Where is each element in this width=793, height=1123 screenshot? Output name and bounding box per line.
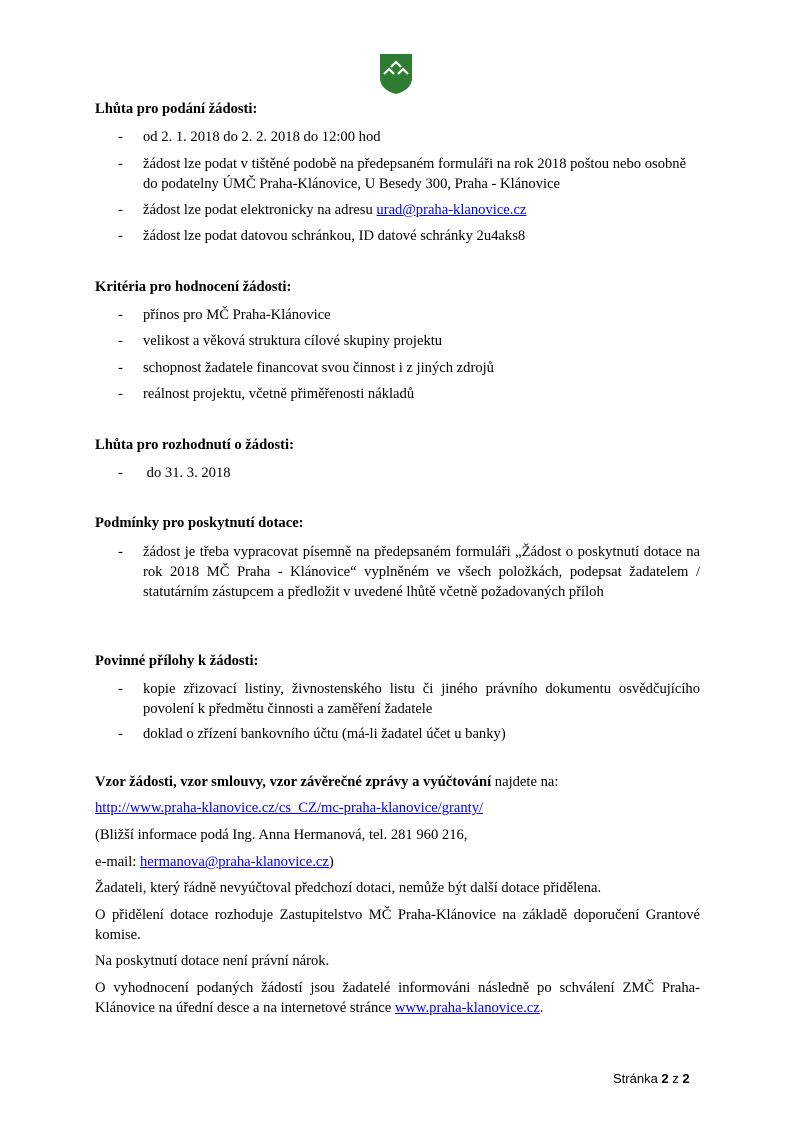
section-title-deadline-decision: Lhůta pro rozhodnutí o žádosti: <box>95 437 294 453</box>
contact-line: (Bližší informace podá Ing. Anna Hermanová, tel. 281 960 216, <box>95 827 468 843</box>
list-item: - žádost lze podat v tištěné podobě na předepsaném formuláři na rok 2018 poštou nebo osobně do podatelny ÚMČ Praha-Klánovice, U Besedy 300, Praha - Klánovice <box>118 156 687 192</box>
paragraph: Žadateli, který řádně nevyúčtoval předchozí dotaci, nemůže být další dotace přidělena. <box>95 880 602 896</box>
bullet-dash: - <box>118 465 123 481</box>
bullet-dash: - <box>118 228 123 244</box>
list-item: - od 2. 1. 2018 do 2. 2. 2018 do 12:00 hod <box>118 129 381 145</box>
list-item: - žádost lze podat datovou schránkou, ID datové schránky 2u4aks8 <box>118 228 526 244</box>
grants-url-link[interactable]: http://www.praha-klanovice.cz/cs_CZ/mc-praha-klanovice/granty/ <box>95 800 484 816</box>
coat-of-arms-icon <box>380 54 412 94</box>
list-item: - žádost je třeba vypracovat písemně na předepsaném formuláři „Žádost o poskytnutí dotace na rok 2018 MČ Praha - Klánovice“ vyplněném ve všech položkách, podepsat žadatelem / statutárním zástupcem a předložit v uvedené lhůtě včetně požadovaných příloh <box>118 544 700 600</box>
bullet-dash: - <box>118 360 123 376</box>
bullet-dash: - <box>118 681 123 697</box>
bullet-dash: - <box>118 156 123 172</box>
list-item: - žádost lze podat elektronicky na adresu urad@praha-klanovice.cz <box>118 202 527 218</box>
list-item: - do 31. 3. 2018 <box>118 465 231 481</box>
page-number: Stránka 2 z 2 <box>613 1071 690 1086</box>
paragraph: O vyhodnocení podaných žádostí jsou žadatelé informováni následně po schválení ZMČ Praha-Klánovice na úřední desce a na internetové stránce www.praha-klanovice.cz. <box>95 980 700 1016</box>
section-title-criteria: Kritéria pro hodnocení žádosti: <box>95 279 292 295</box>
website-link[interactable]: www.praha-klanovice.cz <box>394 1000 540 1016</box>
paragraph: Na poskytnutí dotace není právní nárok. <box>95 953 330 969</box>
templates-bold-text: Vzor žádosti, vzor smlouvy, vzor závěrečné zprávy a vyúčtování <box>95 774 492 790</box>
contact-email-link[interactable]: hermanova@praha-klanovice.cz <box>139 854 329 870</box>
bullet-dash: - <box>118 202 123 218</box>
section-title-attachments: Povinné přílohy k žádosti: <box>95 653 259 669</box>
bullet-dash: - <box>118 333 123 349</box>
list-item: - schopnost žadatele financovat svou činnost i z jiných zdrojů <box>118 360 494 376</box>
templates-url-line <box>95 798 700 818</box>
section-title-conditions: Podmínky pro poskytnutí dotace: <box>95 515 304 531</box>
list-item: - velikost a věková struktura cílové skupiny projektu <box>118 333 443 349</box>
contact-email-line: e-mail: hermanova@praha-klanovice.cz) <box>95 854 334 870</box>
bullet-dash: - <box>118 129 123 145</box>
list-item: - přínos pro MČ Praha-Klánovice <box>118 307 331 323</box>
office-email-link[interactable]: urad@praha-klanovice.cz <box>376 202 527 218</box>
list-item: - doklad o zřízení bankovního účtu (má-li žadatel účet u banky) <box>118 726 506 742</box>
bullet-dash: - <box>118 386 123 402</box>
section-title-deadline-submit: Lhůta pro podání žádosti: <box>95 101 258 117</box>
list-item: - reálnost projektu, včetně přiměřenosti nákladů <box>118 386 415 402</box>
bullet-dash: - <box>118 726 123 742</box>
templates-paragraph: Vzor žádosti, vzor smlouvy, vzor závěrečné zprávy a vyúčtování najdete na: <box>95 774 559 790</box>
paragraph: O přidělení dotace rozhoduje Zastupitelstvo MČ Praha-Klánovice na základě doporučení Grantové komise. <box>95 907 700 943</box>
list-item: - kopie zřizovací listiny, živnostenského listu či jiného právního dokumentu osvědčujícího povolení k předmětu činnosti a zaměření žadatele <box>118 681 700 717</box>
bullet-dash: - <box>118 307 123 323</box>
bullet-dash: - <box>118 544 123 560</box>
